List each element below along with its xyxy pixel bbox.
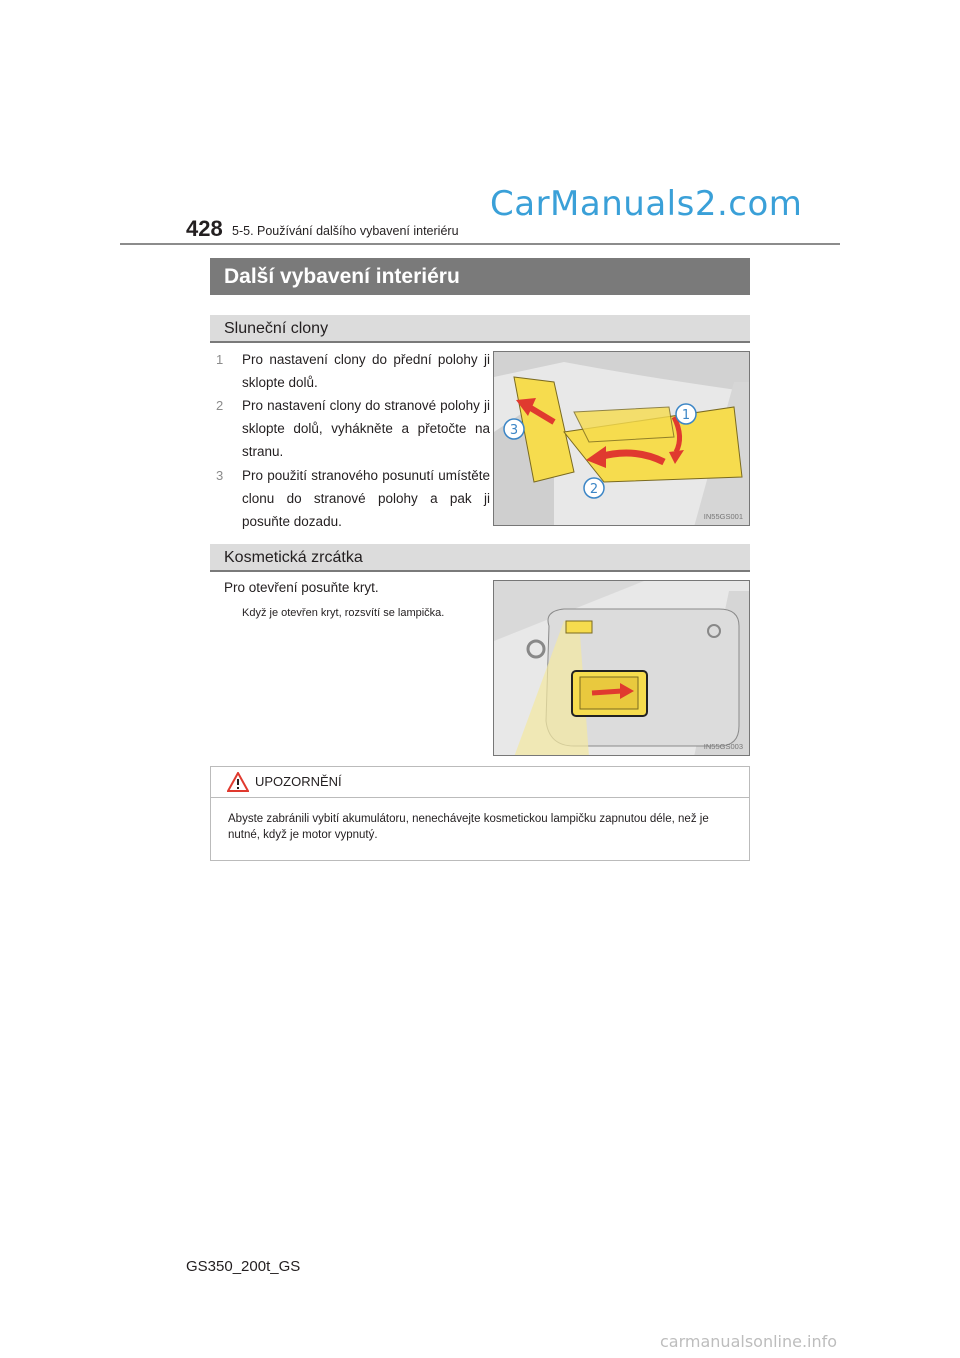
image-code: IN55GS003: [703, 742, 743, 751]
vanity-mirror-illustration: [493, 580, 750, 756]
step-number: 2: [216, 398, 224, 413]
subsection-heading-sun-visors: Sluneční clony: [210, 315, 750, 343]
header-divider: [120, 243, 840, 245]
sun-visor-illustration: [493, 351, 750, 526]
step-text: Pro nastavení clony do stranové polohy ji sklopte dolů, vyhákněte a přetočte na stranu.: [242, 398, 490, 459]
chapter-title: 5-5. Používání dalšího vybavení interiéru: [232, 224, 459, 238]
step-text: Pro použití stranového posunutí umístěte clonu do stranové polohy a pak ji posuňte dozadu.: [242, 468, 490, 529]
instruction-text: Pro otevření posuňte kryt.: [224, 580, 379, 595]
warning-triangle-icon: [227, 772, 249, 792]
sun-visor-drawing: [494, 352, 750, 526]
callout-3: 3: [509, 423, 519, 438]
caution-title: UPOZORNĚNÍ: [255, 774, 342, 789]
caution-box: [210, 766, 750, 861]
callout-1: 1: [681, 408, 691, 423]
section-title: Další vybavení interiéru: [210, 258, 750, 295]
callout-2: 2: [589, 482, 599, 497]
step-text: Pro nastavení clony do přední polohy ji sklopte dolů.: [242, 352, 490, 390]
subsection-heading-vanity-mirrors: Kosmetická zrcátka: [210, 544, 750, 572]
caution-header: [211, 767, 749, 798]
footer-model-code: GS350_200t_GS: [186, 1258, 301, 1275]
watermark-logo: CarManuals2.com: [490, 184, 803, 224]
watermark-footer: carmanualsonline.info: [660, 1332, 838, 1351]
vanity-mirror-drawing: [494, 581, 750, 756]
image-code: IN55GS001: [703, 512, 743, 521]
step-number: 3: [216, 468, 224, 483]
page-number: 428: [186, 216, 223, 241]
step-number: 1: [216, 352, 224, 367]
note-text: Když je otevřen kryt, rozsvítí se lampička.: [242, 607, 445, 619]
caution-text: Abyste zabránili vybití akumulátoru, nenechávejte kosmetickou lampičku zapnutou déle, než je nutné, když je motor vypnutý.: [228, 813, 709, 841]
